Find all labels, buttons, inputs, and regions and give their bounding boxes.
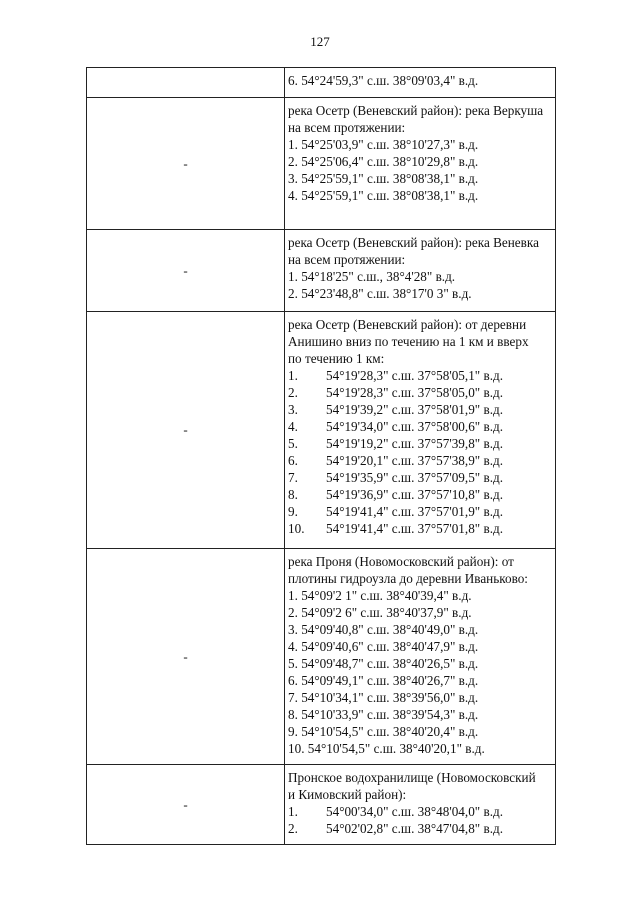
coordinate-item bbox=[288, 503, 551, 520]
row-dash: - bbox=[183, 155, 188, 171]
text-line: 3. 54°09'40,8" с.ш. 38°40'49,0" в.д. bbox=[288, 622, 479, 637]
item-coordinates: 54°19'20,1" с.ш. 37°57'38,9" в.д. bbox=[326, 453, 503, 468]
table-row bbox=[87, 68, 556, 98]
row-dash: - bbox=[183, 648, 188, 664]
text-line: река Осетр (Веневский район): река Веркуша bbox=[288, 103, 544, 118]
text-line: 8. 54°10'33,9" с.ш. 38°39'54,3" в.д. bbox=[288, 707, 479, 722]
item-coordinates: 54°19'39,2" с.ш. 37°58'01,9" в.д. bbox=[326, 402, 503, 417]
text-line: 4. 54°09'40,6" с.ш. 38°40'47,9" в.д. bbox=[288, 639, 479, 654]
item-coordinates: 54°19'41,4" с.ш. 37°57'01,9" в.д. bbox=[326, 504, 503, 519]
item-number: 10. bbox=[288, 521, 305, 536]
item-number: 8. bbox=[288, 487, 298, 502]
text-line: по течению 1 км: bbox=[288, 351, 385, 366]
text-line: 10. 54°10'54,5" с.ш. 38°40'20,1" в.д. bbox=[288, 741, 485, 756]
text-line: плотины гидроузла до деревни Иваньково: bbox=[288, 571, 528, 586]
item-coordinates: 54°19'28,3" с.ш. 37°58'05,0" в.д. bbox=[326, 385, 503, 400]
coordinate-item bbox=[288, 401, 551, 418]
row-marker-cell bbox=[87, 68, 285, 98]
item-coordinates: 54°19'41,4" с.ш. 37°57'01,8" в.д. bbox=[326, 521, 503, 536]
item-number: 2. bbox=[288, 821, 298, 836]
text-line: 1. 54°25'03,9" с.ш. 38°10'27,3" в.д. bbox=[288, 137, 479, 152]
coordinate-item bbox=[288, 486, 551, 503]
item-coordinates: 54°19'28,3" с.ш. 37°58'05,1" в.д. bbox=[326, 368, 503, 383]
row-marker-cell bbox=[87, 98, 285, 230]
row-dash: - bbox=[183, 422, 188, 437]
coordinate-item bbox=[288, 418, 551, 435]
item-number: 6. bbox=[288, 453, 298, 468]
row-description-cell bbox=[285, 230, 556, 312]
text-line: 1. 54°09'2 1" с.ш. 38°40'39,4" в.д. bbox=[288, 588, 472, 603]
text-line: 1. 54°18'25" с.ш., 38°4'28" в.д. bbox=[288, 269, 456, 284]
item-coordinates: 54°19'35,9" с.ш. 37°57'09,5" в.д. bbox=[326, 470, 503, 485]
coordinate-item bbox=[288, 820, 551, 837]
text-line: 7. 54°10'34,1" с.ш. 38°39'56,0" в.д. bbox=[288, 690, 479, 705]
text-line: 6. 54°24'59,3" с.ш. 38°09'03,4" в.д. bbox=[288, 73, 479, 88]
item-number: 1. bbox=[288, 804, 298, 819]
item-coordinates: 54°19'19,2" с.ш. 37°57'39,8" в.д. bbox=[326, 436, 503, 451]
coordinates-table bbox=[86, 67, 556, 845]
text-line: 2. 54°23'48,8" с.ш. 38°17'0 3" в.д. bbox=[288, 286, 472, 301]
coordinate-item bbox=[288, 452, 551, 469]
row-marker-cell bbox=[87, 230, 285, 312]
item-number: 5. bbox=[288, 436, 298, 451]
item-coordinates: 54°00'34,0" с.ш. 38°48'04,0" в.д. bbox=[326, 804, 503, 819]
table-row bbox=[87, 230, 556, 312]
row-marker-cell bbox=[87, 312, 285, 549]
item-number: 7. bbox=[288, 470, 298, 485]
row-dash: - bbox=[183, 796, 188, 812]
coordinate-item bbox=[288, 367, 551, 384]
text-line: и Кимовский район): bbox=[288, 787, 407, 802]
item-coordinates: 54°19'34,0" с.ш. 37°58'00,6" в.д. bbox=[326, 419, 503, 434]
item-number: 1. bbox=[288, 368, 298, 383]
row-description-cell bbox=[285, 765, 556, 845]
row-marker-cell bbox=[87, 549, 285, 765]
row-marker-cell bbox=[87, 765, 285, 845]
row-description-cell bbox=[285, 549, 556, 765]
item-coordinates: 54°19'36,9" с.ш. 37°57'10,8" в.д. bbox=[326, 487, 503, 502]
coordinate-item bbox=[288, 435, 551, 452]
text-line: 4. 54°25'59,1" с.ш. 38°08'38,1" в.д. bbox=[288, 188, 479, 203]
text-line: река Осетр (Веневский район): река Веневка bbox=[288, 235, 539, 250]
text-line: на всем протяжении: bbox=[288, 120, 406, 135]
text-line: река Осетр (Веневский район): от деревни bbox=[288, 317, 527, 332]
text-line: на всем протяжении: bbox=[288, 252, 406, 267]
table-row bbox=[87, 549, 556, 765]
coordinate-item bbox=[288, 384, 551, 401]
table-row bbox=[87, 98, 556, 230]
text-line: Анишино вниз по течению на 1 км и вверх bbox=[288, 334, 529, 349]
row-description-cell bbox=[285, 68, 556, 98]
coordinate-item bbox=[288, 520, 551, 537]
text-line: 5. 54°09'48,7" с.ш. 38°40'26,5" в.д. bbox=[288, 656, 479, 671]
item-coordinates: 54°02'02,8" с.ш. 38°47'04,8" в.д. bbox=[326, 821, 503, 836]
coordinate-item bbox=[288, 803, 551, 820]
text-line: река Проня (Новомосковский район): от bbox=[288, 554, 514, 569]
item-number: 9. bbox=[288, 504, 298, 519]
text-line: 2. 54°25'06,4" с.ш. 38°10'29,8" в.д. bbox=[288, 154, 479, 169]
text-line: Пронское водохранилище (Новомосковский bbox=[288, 770, 536, 785]
row-description-cell bbox=[285, 98, 556, 230]
text-line: 9. 54°10'54,5" с.ш. 38°40'20,4" в.д. bbox=[288, 724, 479, 739]
item-number: 2. bbox=[288, 385, 298, 400]
row-dash: - bbox=[183, 262, 188, 278]
coordinate-item bbox=[288, 469, 551, 486]
item-number: 4. bbox=[288, 419, 298, 434]
text-line: 3. 54°25'59,1" с.ш. 38°08'38,1" в.д. bbox=[288, 171, 479, 186]
text-line: 2. 54°09'2 6" с.ш. 38°40'37,9" в.д. bbox=[288, 605, 472, 620]
table-row bbox=[87, 312, 556, 549]
page-number: 127 bbox=[310, 34, 330, 49]
item-number: 3. bbox=[288, 402, 298, 417]
text-line: 6. 54°09'49,1" с.ш. 38°40'26,7" в.д. bbox=[288, 673, 479, 688]
row-description-cell bbox=[285, 312, 556, 549]
table-row bbox=[87, 765, 556, 845]
